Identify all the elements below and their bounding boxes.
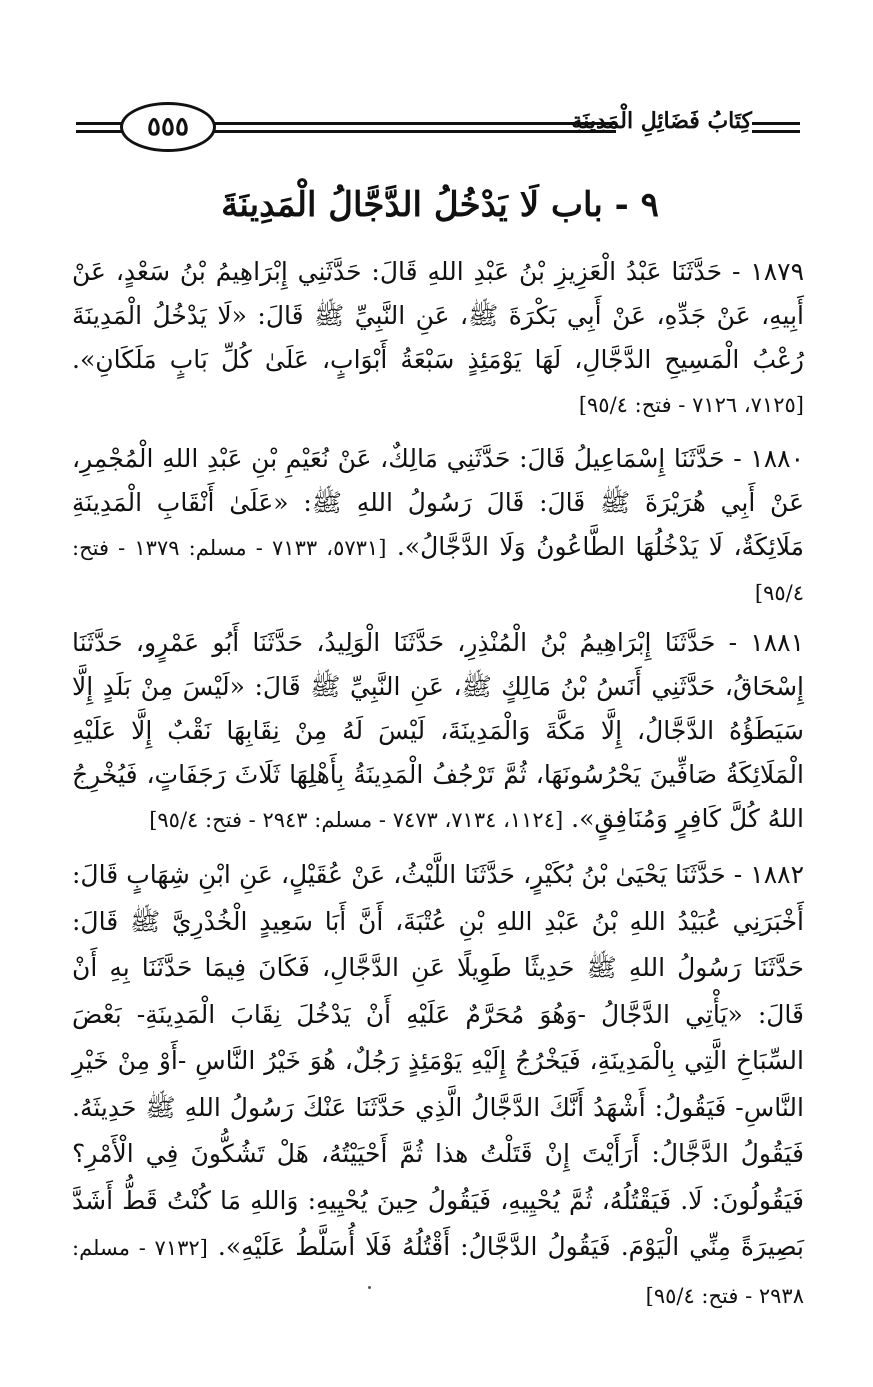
hadith-reference: [٥٧٣١، ٧١٣٣ - مسلم: ١٣٧٩ - فتح: ٩٥/٤]	[72, 536, 804, 605]
hadith-paragraph	[72, 250, 804, 427]
hadith-text: ١٨٨١ - حَدَّثَنَا إِبْرَاهِيمُ بْنُ الْمُنْذِرِ، حَدَّثَنَا الْوَلِيدُ، حَدَّثَنَا أَبُو عَمْرٍو، حَدَّثَنَا إِسْحَاقُ، حَدَّثَنِي أَنَسُ بْنُ مَالِكٍ ﷺ، عَنِ النَّبِيِّ ﷺ قَالَ: «لَيْسَ مِنْ بَلَدٍ إِلَّا سَيَطَؤُهُ الدَّجَّالُ، إِلَّا مَكَّةَ وَالْمَدِينَةَ، لَيْسَ لَهُ مِنْ نِقَابِهَا نَقْبٌ إِلَّا عَلَيْهِ الْمَلَائِكَةُ صَافِّينَ يَحْرُسُونَهَا، ثُمَّ تَرْجُفُ الْمَدِينَةُ بِأَهْلِهَا ثَلَاثَ رَجَفَاتٍ، فَيُخْرِجُ اللهُ كُلَّ كَافِرٍ وَمُنَافِقٍ».	[72, 628, 804, 833]
page-number: ٥٥٥	[120, 102, 216, 152]
hadith-list	[72, 250, 804, 1329]
header-rule	[752, 122, 800, 125]
hadith-reference: [٧١٢٥، ٧١٢٦ - فتح: ٩٥/٤]	[578, 393, 804, 417]
hadith-paragraph	[72, 437, 804, 615]
chapter-title: ٩ - باب لَا يَدْخُلُ الدَّجَّالُ الْمَدِينَةَ	[221, 185, 659, 225]
page-mark	[368, 1286, 371, 1289]
header-rule	[752, 130, 800, 133]
hadith-paragraph	[72, 852, 804, 1319]
book-title: كِتَابُ فَضَائِلِ الْمَدِينَةِ	[571, 108, 752, 134]
hadith-reference: [١١٢٤، ٧١٣٤، ٧٤٧٣ - مسلم: ٢٩٤٣ - فتح: ٩٥/٤]	[149, 808, 564, 832]
hadith-reference: [٧١٣٢ - مسلم: ٢٩٣٨ - فتح: ٩٥/٤]	[72, 1236, 804, 1308]
hadith-text: ١٨٨٢ - حَدَّثَنَا يَحْيَىٰ بْنُ بُكَيْرٍ، حَدَّثَنَا اللَّيْثُ، عَنْ عُقَيْلٍ، عَنِ ابْنِ شِهَابٍ قَالَ: أَخْبَرَنِي عُبَيْدُ اللهِ بْنُ عَبْدِ اللهِ بْنِ عُتْبَةَ، أَنَّ أَبَا سَعِيدٍ الْخُدْرِيَّ ﷺ قَالَ: حَدَّثَنَا رَسُولُ اللهِ ﷺ حَدِيثًا طَوِيلًا عَنِ الدَّجَّالِ، فَكَانَ فِيمَا حَدَّثَنَا بِهِ أَنْ قَالَ: «يَأْتِي الدَّجَّالُ -وَهُوَ مُحَرَّمٌ عَلَيْهِ أَنْ يَدْخُلَ نِقَابَ الْمَدِينَةِ- بَعْضَ السِّبَاخِ الَّتِي بِالْمَدِينَةِ، فَيَخْرُجُ إِلَيْهِ يَوْمَئِذٍ رَجُلٌ، هُوَ خَيْرُ النَّاسِ -أَوْ مِنْ خَيْرِ النَّاسِ- فَيَقُولُ: أَشْهَدُ أَنَّكَ الدَّجَّالُ الَّذِي حَدَّثَنَا عَنْكَ رَسُولُ اللهِ ﷺ حَدِيثَهُ. فَيَقُولُ الدَّجَّالُ: أَرَأَيْتَ إِنْ قَتَلْتُ هذا ثُمَّ أَحْيَيْتُهُ، هَلْ تَشُكُّونَ فِي الْأَمْرِ؟ فَيَقُولُونَ: لَا. فَيَقْتُلُهُ، ثُمَّ يُحْيِيهِ، فَيَقُولُ حِينَ يُحْيِيهِ: وَاللهِ مَا كُنْتُ قَطُّ أَشَدَّ بَصِيرَةً مِنِّي الْيَوْمَ. فَيَقُولُ الدَّجَّالُ: أَقْتُلُهُ فَلَا أُسَلَّطُ عَلَيْهِ».	[72, 860, 804, 1261]
hadith-text: ١٨٨٠ - حَدَّثَنَا إِسْمَاعِيلُ قَالَ: حَدَّثَنِي مَالِكٌ، عَنْ نُعَيْمِ بْنِ عَبْدِ اللهِ الْمُجْمِرِ، عَنْ أَبِي هُرَيْرَةَ ﷺ قَالَ: قَالَ رَسُولُ اللهِ ﷺ: «عَلَىٰ أَنْقَابِ الْمَدِينَةِ مَلَائِكَةٌ، لَا يَدْخُلُهَا الطَّاعُونُ وَلَا الدَّجَّالُ».	[72, 444, 805, 561]
header-rule	[194, 130, 616, 133]
hadith-text: ١٨٧٩ - حَدَّثَنَا عَبْدُ الْعَزِيزِ بْنُ عَبْدِ اللهِ قَالَ: حَدَّثَنِي إِبْرَاهِيمُ بْنُ سَعْدٍ، عَنْ أَبِيهِ، عَنْ جَدِّهِ، عَنْ أَبِي بَكْرَةَ ﷺ، عَنِ النَّبِيِّ ﷺ قَالَ: «لَا يَدْخُلُ الْمَدِينَةَ رُعْبُ الْمَسِيحِ الدَّجَّالِ، لَهَا يَوْمَئِذٍ سَبْعَةُ أَبْوَابٍ، عَلَىٰ كُلِّ بَابٍ مَلَكَانِ».	[72, 257, 804, 374]
header-rule	[194, 122, 616, 125]
running-header	[76, 100, 800, 156]
hadith-paragraph	[72, 621, 804, 842]
